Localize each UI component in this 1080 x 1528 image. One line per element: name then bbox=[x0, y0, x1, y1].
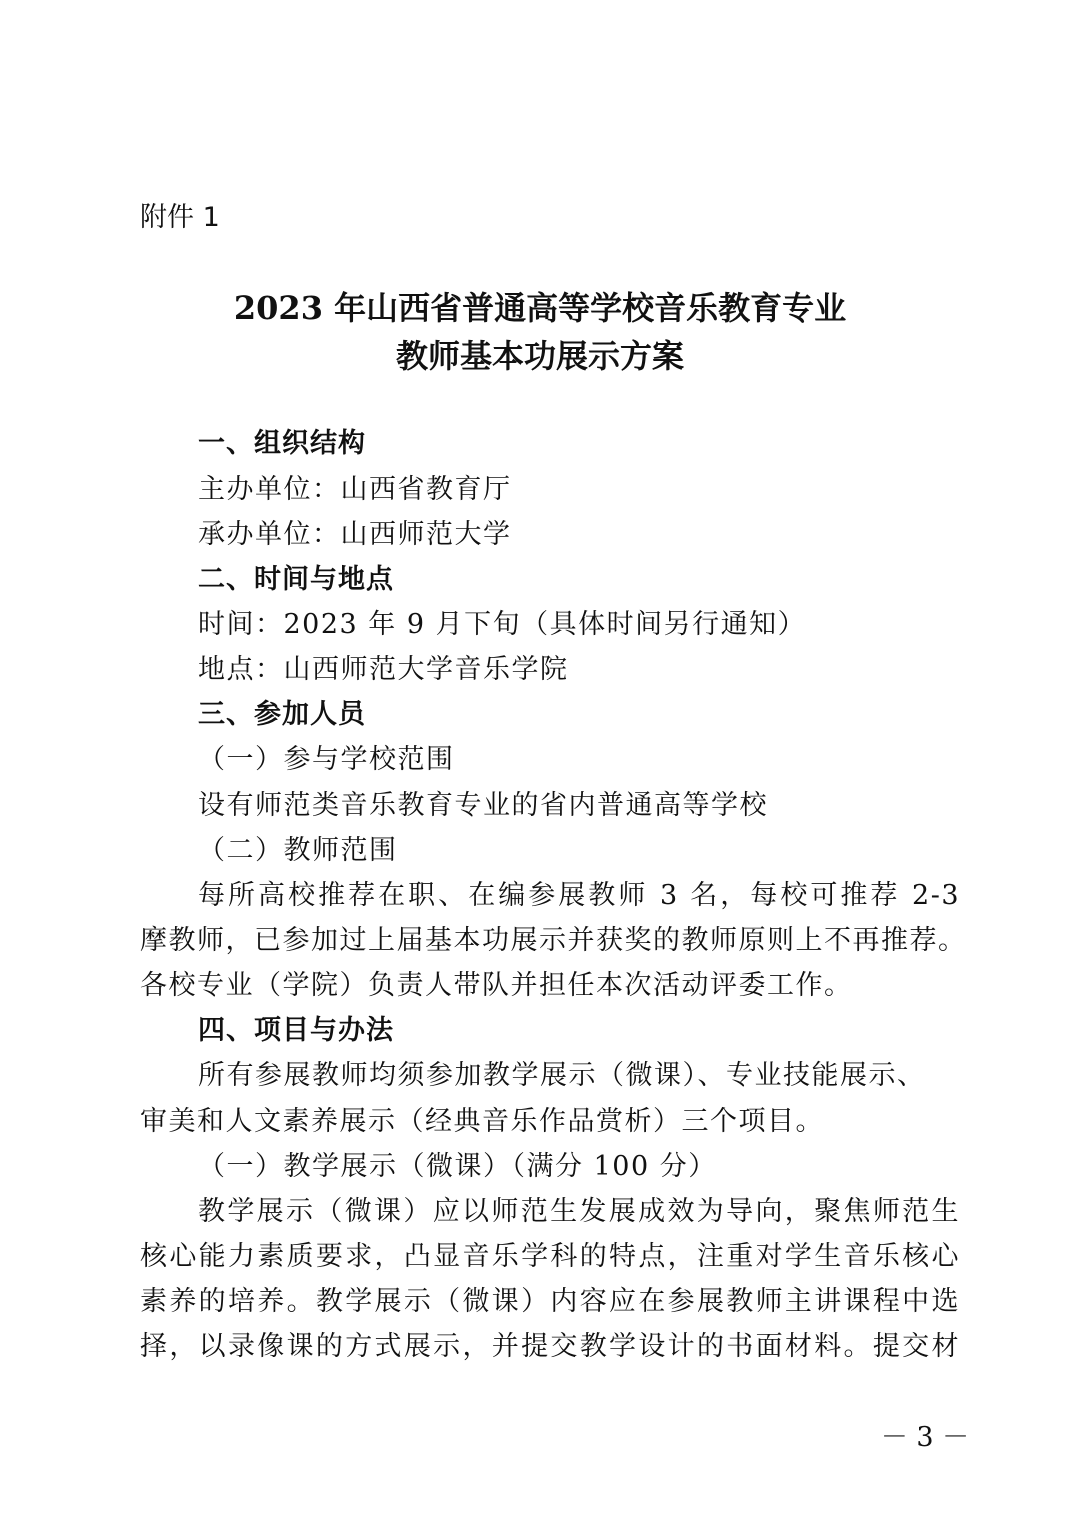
paragraph-line: 所有参展教师均须参加教学展示（微课）、专业技能展示、 bbox=[198, 1060, 926, 1091]
section-4-sub-1: （一）教学展示（微课）（满分 100 分） bbox=[198, 1151, 717, 1182]
section-1-heading: 一、组织结构 bbox=[198, 428, 366, 459]
paragraph-line: 各校专业（学院）负责人带队并担任本次活动评委工作。 bbox=[140, 970, 853, 1001]
page-number: － 3 － bbox=[880, 1422, 970, 1453]
host-unit: 主办单位：山西省教育厅 bbox=[198, 474, 512, 505]
document-title-line-1: 2023 年山西省普通高等学校音乐教育专业 bbox=[233, 289, 847, 327]
section-2-heading: 二、时间与地点 bbox=[198, 564, 394, 595]
paragraph-line: 教学展示（微课）应以师范生发展成效为导向，聚焦师范生 bbox=[198, 1196, 960, 1227]
section-3-sub-1-text: 设有师范类音乐教育专业的省内普通高等学校 bbox=[198, 790, 768, 821]
event-time: 时间：2023 年 9 月下旬（具体时间另行通知） bbox=[198, 609, 807, 640]
paragraph-line: 摩教师，已参加过上届基本功展示并获奖的教师原则上不再推荐。 bbox=[140, 925, 967, 956]
section-3-sub-2: （二）教师范围 bbox=[198, 835, 398, 866]
paragraph-line: 素养的培养。教学展示（微课）内容应在参展教师主讲课程中选 bbox=[140, 1286, 960, 1317]
section-4-heading: 四、项目与办法 bbox=[198, 1015, 394, 1046]
paragraph-line: 择，以录像课的方式展示，并提交教学设计的书面材料。提交材 bbox=[140, 1331, 960, 1362]
document-title-line-2: 教师基本功展示方案 bbox=[395, 337, 684, 375]
event-place: 地点：山西师范大学音乐学院 bbox=[198, 654, 569, 685]
paragraph-line: 核心能力素质要求，凸显音乐学科的特点，注重对学生音乐核心 bbox=[140, 1241, 960, 1272]
section-3-heading: 三、参加人员 bbox=[198, 699, 366, 730]
attachment-label: 附件 1 bbox=[140, 202, 220, 233]
paragraph-line: 每所高校推荐在职、在编参展教师 3 名，每校可推荐 2-3 bbox=[198, 880, 960, 911]
paragraph-line: 审美和人文素养展示（经典音乐作品赏析）三个项目。 bbox=[140, 1106, 824, 1137]
section-3-sub-1: （一）参与学校范围 bbox=[198, 744, 455, 775]
organizer-unit: 承办单位：山西师范大学 bbox=[198, 519, 512, 550]
